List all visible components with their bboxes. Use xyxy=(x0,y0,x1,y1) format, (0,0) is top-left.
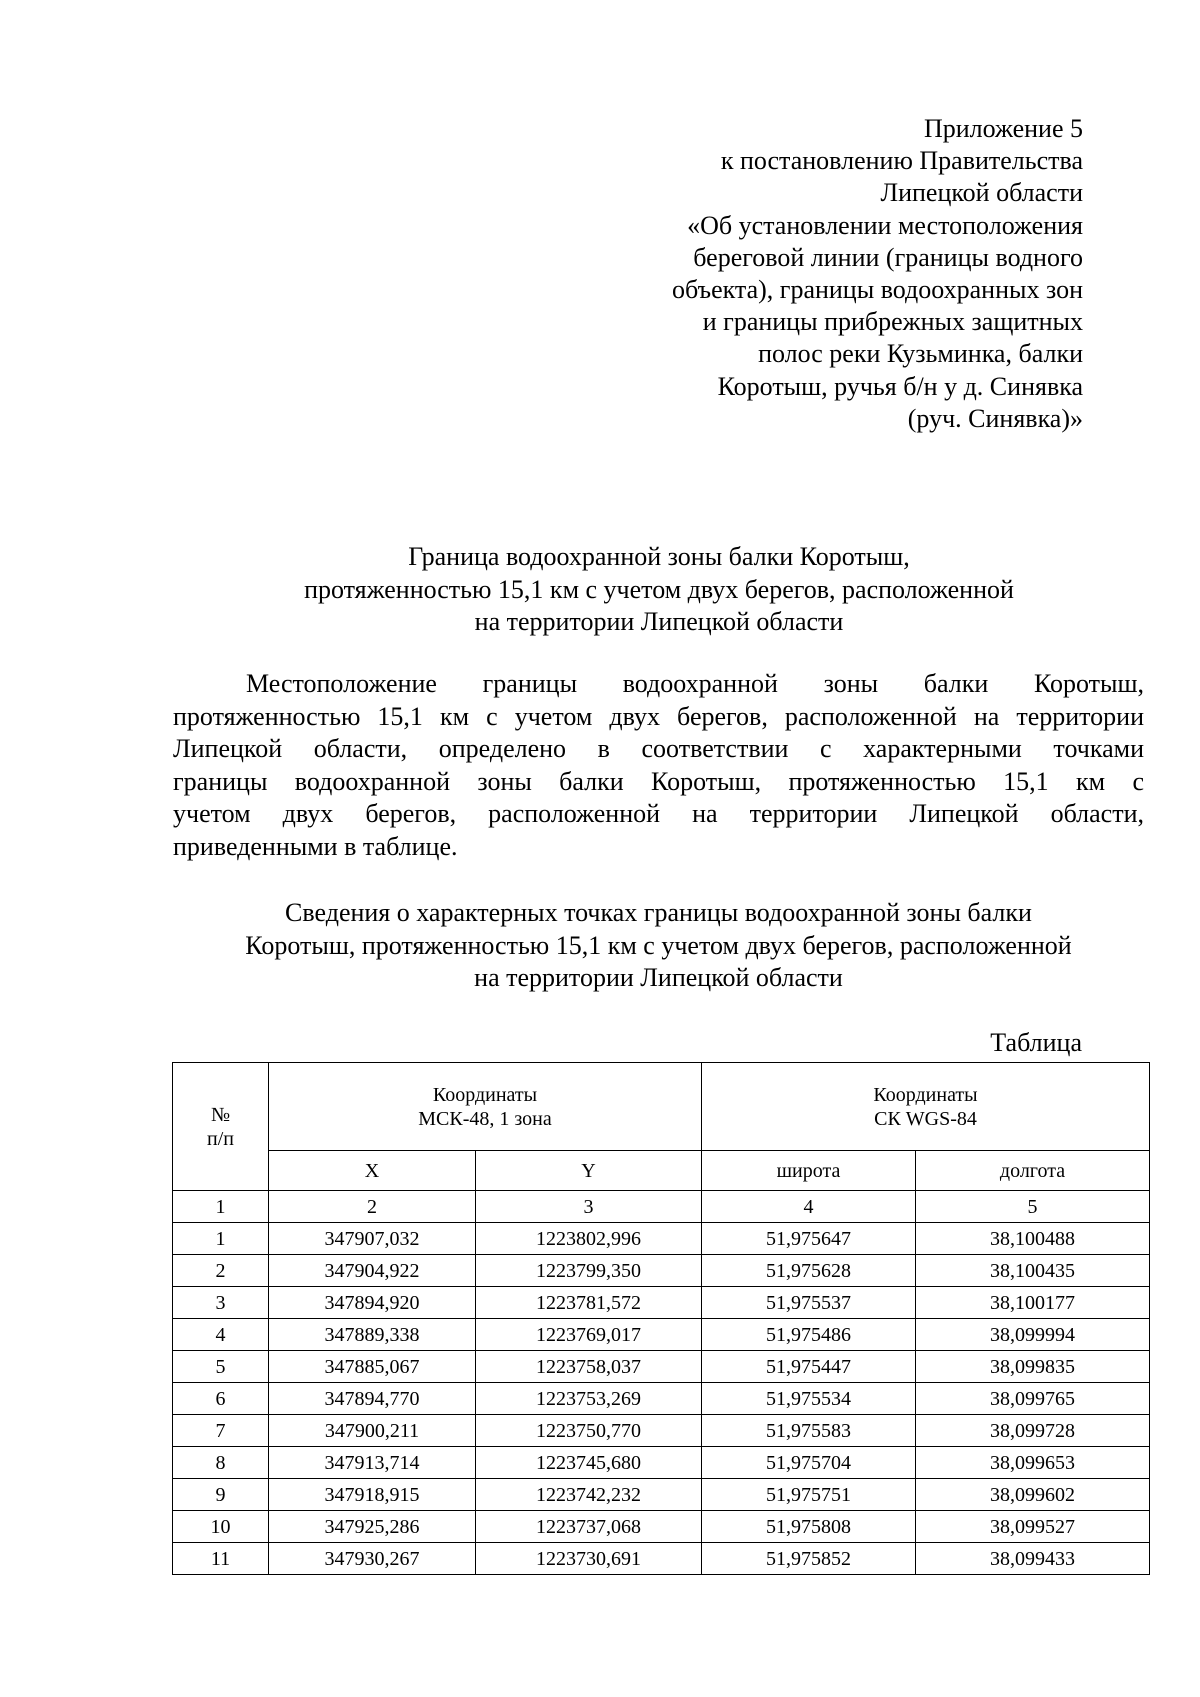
column-number-row xyxy=(173,1191,1150,1223)
appendix-line: (руч. Синявка)» xyxy=(907,403,1083,433)
latitude-cell: 51,975486 xyxy=(702,1319,916,1351)
latitude-cell: 51,975808 xyxy=(702,1511,916,1543)
table-row xyxy=(173,1543,1150,1575)
point-number-cell: 11 xyxy=(173,1543,269,1575)
appendix-line: к постановлению Правительства xyxy=(720,146,1083,176)
y-cell: 1223737,068 xyxy=(476,1511,702,1543)
table-row xyxy=(173,1383,1150,1415)
table-title-line: Сведения о характерных точках границы водоохранной зоны балки xyxy=(285,898,1032,927)
x-cell: 347894,770 xyxy=(269,1383,476,1415)
point-number-cell: 1 xyxy=(173,1223,269,1255)
appendix-line: береговой линии (границы водного xyxy=(693,242,1083,272)
table-row xyxy=(173,1511,1150,1543)
longitude-cell: 38,100435 xyxy=(916,1255,1150,1287)
table-row xyxy=(173,1415,1150,1447)
title-line: на территории Липецкой области xyxy=(474,607,844,636)
header-cell-x: X xyxy=(269,1151,476,1191)
longitude-cell: 38,100488 xyxy=(916,1223,1150,1255)
header-text: МСК-48, 1 зона xyxy=(418,1107,552,1130)
x-cell: 347904,922 xyxy=(269,1255,476,1287)
appendix-line: «Об установлении местоположения xyxy=(687,210,1083,240)
latitude-cell: 51,975628 xyxy=(702,1255,916,1287)
x-cell: 347907,032 xyxy=(269,1223,476,1255)
y-cell: 1223742,232 xyxy=(476,1479,702,1511)
header-text: Координаты xyxy=(432,1083,538,1106)
x-cell: 347900,211 xyxy=(269,1415,476,1447)
point-number-cell: 10 xyxy=(173,1511,269,1543)
latitude-cell: 51,975537 xyxy=(702,1287,916,1319)
appendix-line: Коротыш, ручья б/н у д. Синявка xyxy=(717,371,1083,401)
appendix-line: Липецкой области xyxy=(880,178,1083,208)
y-cell: 1223753,269 xyxy=(476,1383,702,1415)
latitude-cell: 51,975704 xyxy=(702,1447,916,1479)
point-number-cell: 7 xyxy=(173,1415,269,1447)
column-number-cell: 2 xyxy=(269,1191,476,1223)
paragraph-line: Местоположение границы водоохранной зоны балки Коротыш, xyxy=(246,669,1144,698)
y-cell: 1223799,350 xyxy=(476,1255,702,1287)
y-cell: 1223802,996 xyxy=(476,1223,702,1255)
title-line: Граница водоохранной зоны балки Коротыш, xyxy=(408,542,910,571)
longitude-cell: 38,100177 xyxy=(916,1287,1150,1319)
longitude-cell: 38,099765 xyxy=(916,1383,1150,1415)
column-number-cell: 5 xyxy=(916,1191,1150,1223)
y-cell: 1223750,770 xyxy=(476,1415,702,1447)
column-number-cell: 4 xyxy=(702,1191,916,1223)
x-cell: 347885,067 xyxy=(269,1351,476,1383)
appendix-line: объекта), границы водоохранных зон xyxy=(672,275,1083,305)
appendix-block xyxy=(672,113,1083,435)
table-caption: Таблица xyxy=(990,1028,1082,1057)
table-row xyxy=(173,1319,1150,1351)
latitude-cell: 51,975852 xyxy=(702,1543,916,1575)
coordinates-table xyxy=(172,1062,1150,1575)
table-row xyxy=(173,1255,1150,1287)
y-cell: 1223758,037 xyxy=(476,1351,702,1383)
y-cell: 1223745,680 xyxy=(476,1447,702,1479)
table-title xyxy=(173,897,1144,995)
point-number-cell: 4 xyxy=(173,1319,269,1351)
x-cell: 347918,915 xyxy=(269,1479,476,1511)
appendix-line: Приложение 5 xyxy=(923,114,1083,143)
longitude-cell: 38,099602 xyxy=(916,1479,1150,1511)
x-cell: 347930,267 xyxy=(269,1543,476,1575)
y-cell: 1223730,691 xyxy=(476,1543,702,1575)
longitude-cell: 38,099433 xyxy=(916,1543,1150,1575)
point-number-cell: 9 xyxy=(173,1479,269,1511)
header-text: № xyxy=(210,1103,231,1126)
header-cell-latitude: широта xyxy=(702,1151,916,1191)
document-title xyxy=(0,541,1200,639)
table-body xyxy=(173,1223,1150,1575)
latitude-cell: 51,975583 xyxy=(702,1415,916,1447)
paragraph-line: протяженностью 15,1 км с учетом двух берегов, расположенной на территории xyxy=(173,701,1144,731)
table-row xyxy=(173,1287,1150,1319)
y-cell: 1223781,572 xyxy=(476,1287,702,1319)
header-cell-longitude: долгота xyxy=(916,1151,1150,1191)
paragraph-line: приведенными в таблице. xyxy=(173,831,458,861)
longitude-cell: 38,099994 xyxy=(916,1319,1150,1351)
appendix-line: и границы прибрежных защитных xyxy=(702,307,1083,337)
point-number-cell: 2 xyxy=(173,1255,269,1287)
latitude-cell: 51,975647 xyxy=(702,1223,916,1255)
x-cell: 347889,338 xyxy=(269,1319,476,1351)
latitude-cell: 51,975447 xyxy=(702,1351,916,1383)
point-number-cell: 8 xyxy=(173,1447,269,1479)
header-cell-msk xyxy=(269,1063,702,1151)
point-number-cell: 5 xyxy=(173,1351,269,1383)
table-row xyxy=(173,1447,1150,1479)
paragraph-line: Липецкой области, определено в соответствии с характерными точками xyxy=(173,734,1144,764)
table-row xyxy=(173,1351,1150,1383)
table-title-line: на территории Липецкой области xyxy=(474,963,843,992)
longitude-cell: 38,099728 xyxy=(916,1415,1150,1447)
appendix-line: полос реки Кузьминка, балки xyxy=(758,339,1083,369)
header-cell-y: Y xyxy=(476,1151,702,1191)
header-text: Координаты xyxy=(873,1083,978,1106)
longitude-cell: 38,099527 xyxy=(916,1511,1150,1543)
column-number-cell: 1 xyxy=(173,1191,269,1223)
title-line: протяженностью 15,1 км с учетом двух берегов, расположенной xyxy=(304,574,1014,604)
longitude-cell: 38,099653 xyxy=(916,1447,1150,1479)
column-number-cell: 3 xyxy=(476,1191,702,1223)
point-number-cell: 6 xyxy=(173,1383,269,1415)
paragraph-line: учетом двух берегов, расположенной на территории Липецкой области, xyxy=(173,799,1144,829)
header-cell-wgs xyxy=(702,1063,1150,1151)
latitude-cell: 51,975534 xyxy=(702,1383,916,1415)
table-row xyxy=(173,1479,1150,1511)
header-text: СК WGS-84 xyxy=(874,1107,977,1130)
y-cell: 1223769,017 xyxy=(476,1319,702,1351)
header-cell-number xyxy=(173,1063,269,1191)
header-text: п/п xyxy=(207,1127,234,1150)
longitude-cell: 38,099835 xyxy=(916,1351,1150,1383)
x-cell: 347913,714 xyxy=(269,1447,476,1479)
x-cell: 347925,286 xyxy=(269,1511,476,1543)
table-row xyxy=(173,1223,1150,1255)
body-paragraph xyxy=(173,668,1144,864)
table-title-line: Коротыш, протяженностью 15,1 км с учетом двух берегов, расположенной xyxy=(245,930,1072,960)
point-number-cell: 3 xyxy=(173,1287,269,1319)
x-cell: 347894,920 xyxy=(269,1287,476,1319)
paragraph-line: границы водоохранной зоны балки Коротыш, протяженностью 15,1 км с xyxy=(173,766,1144,796)
latitude-cell: 51,975751 xyxy=(702,1479,916,1511)
